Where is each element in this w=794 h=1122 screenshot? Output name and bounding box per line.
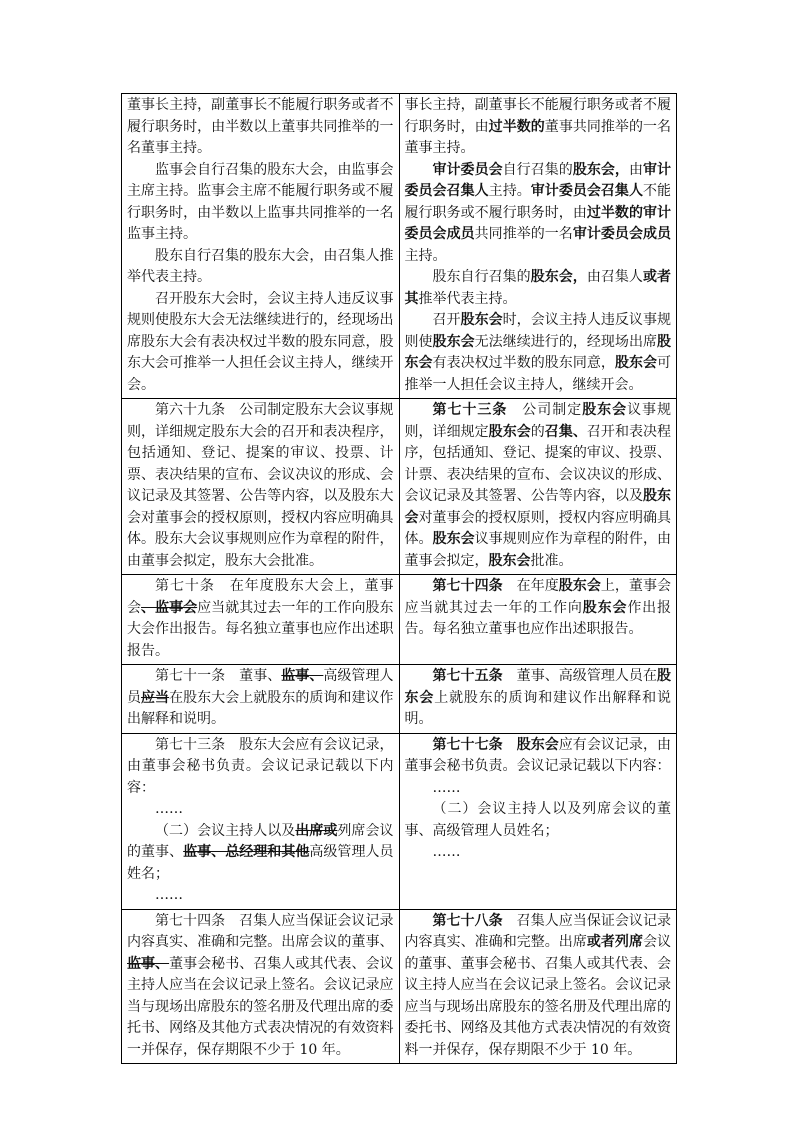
paragraph bbox=[127, 576, 394, 662]
text-run bbox=[503, 737, 517, 753]
text-run: 在年度 bbox=[502, 578, 559, 594]
text-run: 列席会议的董事、 bbox=[127, 822, 394, 860]
table-row bbox=[122, 909, 677, 1064]
cell-new bbox=[399, 733, 677, 909]
paragraph bbox=[127, 160, 394, 246]
text-run: 上，董事会应当就其过去一年的工作向 bbox=[404, 578, 671, 616]
text-run: 股东自行召集的 bbox=[432, 269, 531, 285]
text-run: 应当就其过去一年的工作向股东大会作出报告。每名独立董事也应作出述职报告。 bbox=[127, 599, 394, 659]
text-run: 应当 bbox=[141, 689, 170, 706]
text-run: （二）会议主持人以及 bbox=[155, 822, 296, 839]
text-run: 的 bbox=[530, 423, 545, 440]
text-run: 议事规则，详细规定 bbox=[404, 402, 672, 440]
paragraph bbox=[405, 666, 672, 731]
cell-new bbox=[399, 665, 677, 734]
text-run: 作出报告。每名独立董事也应作出述职报告。 bbox=[404, 599, 672, 637]
text-run: 第七十七条 bbox=[432, 736, 503, 753]
text-run: …… bbox=[155, 801, 183, 817]
paragraph bbox=[127, 666, 394, 731]
text-run: 股东自行召集的股东大会，由召集人推举代表主持。 bbox=[127, 247, 394, 285]
cell-old bbox=[122, 399, 400, 575]
text-run: 或者其 bbox=[404, 269, 671, 307]
text-run: …… bbox=[432, 844, 461, 860]
text-run: 第七十一条 董事、 bbox=[155, 668, 282, 684]
paragraph bbox=[405, 799, 672, 842]
text-run: 第七十四条 bbox=[432, 578, 503, 594]
text-run: 召集、 bbox=[544, 423, 587, 440]
paragraph bbox=[405, 400, 672, 572]
comparison-table bbox=[121, 93, 677, 1064]
paragraph bbox=[127, 246, 394, 289]
table-row bbox=[122, 399, 677, 575]
text-run: 有表决权过半数的股东同意， bbox=[432, 355, 615, 371]
text-run: …… bbox=[155, 887, 183, 903]
text-run: 无法继续进行的，经现场出席 bbox=[474, 333, 658, 350]
cell-new bbox=[399, 909, 677, 1064]
text-run: 过半数的审计委员会成员 bbox=[404, 204, 672, 242]
text-run: 股东会， bbox=[530, 269, 587, 285]
text-run: 股东会 bbox=[488, 423, 531, 440]
text-run: 共同推举的一名 bbox=[474, 226, 573, 242]
cell-new bbox=[399, 575, 677, 665]
paragraph bbox=[405, 310, 672, 396]
cell-new bbox=[399, 94, 677, 399]
text-run: 股东会 bbox=[460, 312, 503, 328]
text-run: 主持。 bbox=[488, 183, 531, 199]
text-run: 监事、 bbox=[127, 955, 170, 972]
paragraph bbox=[405, 160, 672, 268]
text-run: 股东会 bbox=[488, 552, 531, 569]
text-run: 可推举一人担任会议主持人，继续开会。 bbox=[404, 355, 672, 393]
text-run: 召开股东大会时，会议主持人违反议事规则使股东大会无法继续进行的，经现场出席股东大会有表决权过半数的股东同意，股东大会可推举一人担任会议主持人，继续开会。 bbox=[127, 290, 394, 393]
paragraph bbox=[127, 95, 394, 160]
text-run: 股东会 bbox=[614, 355, 658, 371]
text-run: 对董事会的授权原则，授权内容应明确具体。 bbox=[404, 509, 672, 547]
text-run: 出席或 bbox=[295, 822, 338, 839]
text-run: 股东会 bbox=[582, 402, 628, 418]
text-run: （二）会议主持人以及列席会议的董事、高级管理人员姓名； bbox=[404, 801, 671, 839]
text-run: 第七十五条 bbox=[432, 668, 503, 684]
text-run: 股东会 bbox=[516, 736, 559, 753]
text-run: 第七十三条 股东大会应有会议记录，由董事会秘书负责。会议记录记载以下内容： bbox=[127, 736, 394, 796]
text-run: 推举代表主持。 bbox=[418, 290, 517, 307]
text-run: 审计委员会成员 bbox=[572, 226, 672, 242]
text-run: 时，会议主持人违反议事规则使 bbox=[404, 312, 671, 350]
cell-old bbox=[122, 94, 400, 399]
text-run: 股东会 bbox=[432, 333, 475, 350]
text-run: 第七十三条 bbox=[432, 402, 508, 418]
comparison-table-body bbox=[122, 94, 677, 1064]
text-run: 第七十四条 召集人应当保证会议记录内容真实、准确和完整。出席会议的董事、 bbox=[127, 912, 394, 950]
paragraph bbox=[405, 95, 672, 160]
paragraph bbox=[405, 778, 672, 800]
text-run: 第六十九条 公司制定股东大会议事规则，详细规定股东大会的召开和表决程序，包括通知、登记、提案的审议、投票、计票、表决结果的宣布、会议决议的形成、会议记录及其签署、公告等内容，以及股东大会对董事会的授权原则，授权内容应明确具体。股东大会议事规则应作为章程的附件，由董事会拟定，股东大会批准。 bbox=[127, 402, 394, 569]
text-run: 审计委员会召集人 bbox=[530, 183, 643, 199]
text-run: 召集人应当保证会议记录内容真实、准确和完整。出席 bbox=[404, 912, 671, 950]
cell-old bbox=[122, 665, 400, 734]
text-run: 监事、 bbox=[281, 668, 324, 684]
text-run: 高级管理人员姓名； bbox=[127, 844, 394, 882]
paragraph bbox=[127, 400, 394, 572]
paragraph bbox=[127, 911, 394, 1062]
text-run: 审计委员会召集人 bbox=[404, 161, 671, 199]
text-run: 在股东大会上就股东的质询和建议作出解释和说明。 bbox=[127, 689, 394, 727]
cell-old bbox=[122, 575, 400, 665]
paragraph bbox=[405, 576, 672, 641]
text-run: 应有会议记录，由董事会秘书负责。会议记录记载以下内容： bbox=[404, 736, 671, 774]
text-run: 股东会 bbox=[558, 578, 601, 594]
text-run: 上就股东的质询和建议作出解释和说明。 bbox=[404, 689, 672, 727]
cell-old bbox=[122, 909, 400, 1064]
paragraph bbox=[127, 735, 394, 800]
paragraph bbox=[127, 821, 394, 886]
text-run: 不能履行职务或不履行职务时，由 bbox=[404, 183, 672, 221]
text-run: 议事规则应作为章程的附件，由董事会拟定， bbox=[404, 531, 672, 569]
text-run: 董事长主持，副董事长不能履行职务或者不履行职务时，由半数以上董事共同推举的一名董事主持。 bbox=[127, 97, 394, 156]
text-run: 批准。 bbox=[530, 552, 573, 569]
text-run: 董事、高级管理人员在 bbox=[502, 668, 657, 684]
text-run: 第七十条 在年度股东大会上，董事会 bbox=[127, 578, 394, 616]
text-run: 股东会 bbox=[582, 599, 628, 616]
text-run: 会议的董事、董事会秘书、召集人或其代表、会议主持人应当在会议记录上签名。会议记录应当与现场出席股东的签名册及代理出席的委托书、网络及其他方式表决情况的有效资料一并保存，保存期限不少于 10 年。 bbox=[404, 934, 672, 1058]
text-run: 董事会秘书、召集人或其代表、会议主持人应当在会议记录上签名。会议记录应当与现场出席股东的签名册及代理出席的委托书、网络及其他方式表决情况的有效资料一并保存，保存期限不少于 10 年。 bbox=[127, 955, 394, 1058]
text-run: 董事共同推举的一名董事主持。 bbox=[404, 118, 672, 156]
table-row bbox=[122, 665, 677, 734]
text-run: 召开 bbox=[432, 312, 461, 328]
table-row bbox=[122, 575, 677, 665]
text-run: 或者列席 bbox=[586, 934, 643, 950]
text-run: 自行召集的 bbox=[502, 161, 573, 178]
cell-old bbox=[122, 733, 400, 909]
text-run: 高级管理人员 bbox=[127, 668, 394, 706]
text-run: 、监事会 bbox=[141, 599, 198, 616]
text-run: …… bbox=[432, 779, 461, 796]
text-run: 股东会 bbox=[432, 531, 475, 547]
paragraph bbox=[405, 735, 672, 778]
paragraph bbox=[127, 885, 394, 907]
text-run: 事长主持，副董事长不能履行职务或者不履行职务时，由 bbox=[404, 97, 671, 135]
cell-new bbox=[399, 399, 677, 575]
text-run: 第七十八条 bbox=[432, 912, 503, 929]
text-run: 由召集人 bbox=[586, 269, 643, 285]
text-run: 主持。 bbox=[404, 247, 447, 264]
paragraph bbox=[127, 799, 394, 821]
paragraph bbox=[127, 289, 394, 397]
text-run: 公司制定 bbox=[507, 402, 583, 418]
text-run: 召开和表决程序，包括通知、登记、提案的审议、投票、计票、表决结果的宣布、会议决议的形成、会议记录及其签署、公告等内容，以及 bbox=[404, 423, 672, 504]
text-run: 监事、总经理和其他 bbox=[183, 844, 310, 860]
paragraph bbox=[405, 842, 672, 864]
text-run: 股东会 bbox=[404, 668, 671, 706]
table-row bbox=[122, 733, 677, 909]
text-run: 股东会 bbox=[404, 488, 672, 526]
text-run: 监事会自行召集的股东大会，由监事会主席主持。监事会主席不能履行职务或不履行职务时，由半数以上监事共同推举的一名监事主持。 bbox=[127, 161, 394, 242]
text-run: 审计委员会 bbox=[432, 161, 503, 178]
text-run: 股东会， bbox=[572, 161, 629, 178]
paragraph bbox=[405, 911, 672, 1062]
table-row bbox=[122, 94, 677, 399]
text-run: 过半数的 bbox=[488, 118, 545, 135]
paragraph bbox=[405, 267, 672, 310]
text-run: 由 bbox=[628, 161, 643, 178]
text-run: 股东会 bbox=[404, 333, 672, 371]
